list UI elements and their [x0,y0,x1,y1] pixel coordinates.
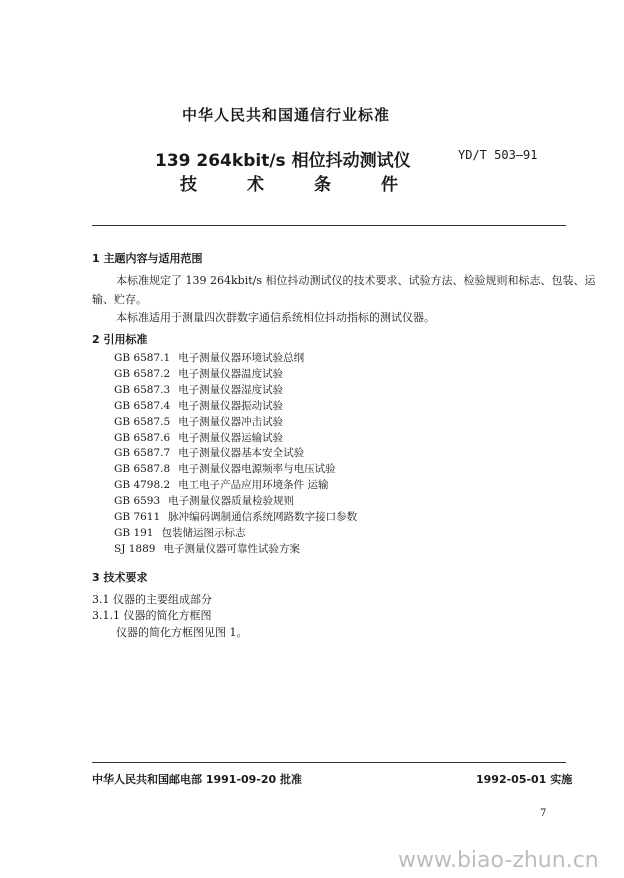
section-1-paragraph-line2: 输、贮存。 [92,293,147,306]
section-1-paragraph-2: 本标准适用于测量四次群数字通信系统相位抖动指标的测试仪器。 [116,311,435,324]
reference-code: GB 6587.6 [114,431,171,444]
section-3-paragraph: 仪器的简化方框图见图 1。 [116,626,248,639]
implementation-date: 1992-05-01 实施 [476,773,573,786]
header-divider [92,225,566,226]
reference-item [114,509,357,524]
reference-code: GB 6587.3 [114,383,171,396]
section-1-paragraph-line1: 本标准规定了 139 264kbit/s 相位抖动测试仪的技术要求、试验方法、检验规则和标志、包装、运 [116,274,596,287]
reference-item [114,382,283,397]
reference-title: 电子测量仪器湿度试验 [178,383,284,396]
reference-title: 电子测量仪器振动试验 [178,399,284,412]
reference-title: 电子测量仪器冲击试验 [178,415,284,428]
section-1-heading: 1 主题内容与适用范围 [92,252,203,265]
section-2-heading: 2 引用标准 [92,333,148,346]
reference-code: GB 6593 [114,495,161,508]
subtitle-char: 件 [381,175,398,195]
reference-item [114,398,283,413]
reference-code: GB 6587.8 [114,463,171,476]
reference-title: 电子测量仪器可靠性试验方案 [163,542,300,555]
reference-item [114,477,329,492]
reference-title: 电子测量仪器基本安全试验 [178,447,305,460]
reference-title: 电子测量仪器电源频率与电压试验 [178,463,336,476]
reference-code: GB 6587.1 [114,352,171,364]
standard-organization: 中华人民共和国通信行业标准 [182,106,391,124]
section-3-heading: 3 技术要求 [92,571,148,584]
reference-title: 脉冲编码调制通信系统网路数字接口参数 [168,511,358,523]
reference-code: GB 6587.4 [114,399,171,412]
document-title: 139 264kbit/s 相位抖动测试仪 [155,151,411,171]
reference-item [114,493,294,508]
subtitle-char: 技 [180,175,197,195]
reference-code: GB 7611 [114,511,161,523]
reference-item [114,461,336,476]
reference-title: 电子测量仪器质量检验规则 [168,495,295,508]
reference-code: SJ 1889 [114,542,156,555]
reference-title: 电子测量仪器温度试验 [178,367,284,380]
reference-title: 包装储运图示标志 [161,526,246,539]
page-number: 7 [540,808,547,819]
subtitle-char: 条 [314,175,331,195]
watermark: www.biao-zhun.cn [398,848,599,873]
subsection-3-1: 3.1 仪器的主要组成部分 [92,593,212,606]
reference-item [114,366,283,381]
reference-item [114,414,283,429]
reference-item [114,445,304,460]
reference-title: 电工电子产品应用环境条件 运输 [178,479,329,492]
reference-code: GB 6587.5 [114,415,171,428]
reference-title: 电子测量仪器环境试验总纲 [178,352,305,364]
reference-item [114,525,245,540]
approval-line: 中华人民共和国邮电部 1991-09-20 批准 [92,773,303,786]
document-subtitle [180,170,448,195]
reference-code: GB 6587.7 [114,447,171,460]
subtitle-char: 术 [247,175,264,195]
reference-item [114,541,300,556]
footer-divider [92,762,566,763]
reference-code: GB 6587.2 [114,367,171,380]
reference-item [114,430,283,445]
reference-code: GB 4798.2 [114,479,171,492]
reference-title: 电子测量仪器运输试验 [178,431,284,444]
standard-code: YD/T 503—91 [458,148,538,162]
subsection-3-1-1: 3.1.1 仪器的简化方框图 [92,609,212,622]
reference-item [114,350,304,365]
reference-code: GB 191 [114,526,154,539]
